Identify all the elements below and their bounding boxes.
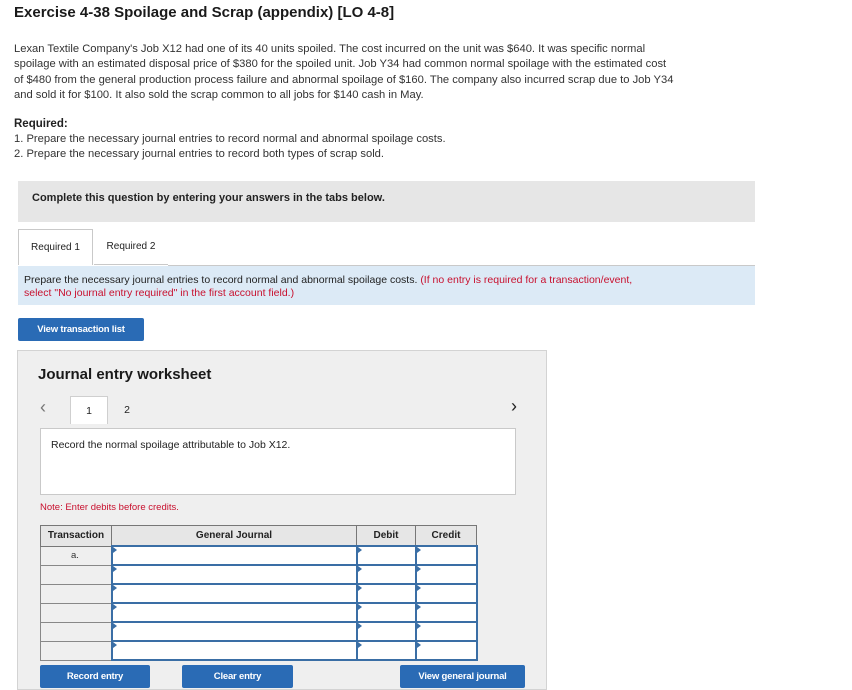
journal-entry-table: [40, 525, 478, 661]
problem-line: and sold it for $100. It also sold the scrap common to all jobs for $140 cash in May.: [14, 88, 424, 101]
column-header-credit: Credit: [416, 526, 477, 547]
problem-line: of $480 from the general production process failure and abnormal spoilage of $160. The company also incurred scrap due to Job Y34: [14, 73, 674, 86]
instruction-note-1: (If no entry is required for a transaction/event,: [420, 274, 633, 286]
transaction-cell: [41, 622, 112, 641]
credit-input[interactable]: [416, 546, 477, 565]
column-header-transaction: Transaction: [41, 526, 112, 547]
worksheet-title: Journal entry worksheet: [38, 366, 212, 383]
debit-input[interactable]: [357, 641, 416, 660]
banner-text: Complete this question by entering your answers in the tabs below.: [32, 192, 385, 204]
instruction-text: Prepare the necessary journal entries to record normal and abnormal spoilage costs.: [24, 274, 418, 286]
entry-description: Record the normal spoilage attributable to Job X12.: [40, 428, 516, 495]
instruction-note-2: select "No journal entry required" in the first account field.): [24, 286, 295, 299]
tab-instruction: [18, 266, 755, 305]
transaction-cell: [41, 584, 112, 603]
column-header-general-journal: General Journal: [112, 526, 357, 547]
chevron-left-icon[interactable]: ‹: [40, 397, 46, 417]
account-input[interactable]: [112, 546, 357, 565]
table-row: [41, 622, 477, 641]
entry-note: Note: Enter debits before credits.: [40, 502, 179, 513]
view-transaction-list-button[interactable]: View transaction list: [18, 318, 144, 341]
table-row: [41, 546, 477, 565]
problem-line: spoilage with an estimated disposal price of $380 for the spoiled unit. Job Y34 had common normal spoilage with the estimated cost: [14, 58, 667, 71]
credit-input[interactable]: [416, 584, 477, 603]
debit-input[interactable]: [357, 546, 416, 565]
debit-input[interactable]: [357, 584, 416, 603]
required-item-1: 1. Prepare the necessary journal entries to record normal and abnormal spoilage costs.: [14, 133, 446, 145]
account-input[interactable]: [112, 622, 357, 641]
worksheet-page-1[interactable]: 1: [70, 396, 108, 424]
credit-input[interactable]: [416, 641, 477, 660]
credit-input[interactable]: [416, 603, 477, 622]
required-heading: Required:: [14, 118, 68, 130]
account-input[interactable]: [112, 565, 357, 584]
view-general-journal-button[interactable]: View general journal: [400, 665, 525, 688]
account-input[interactable]: [112, 584, 357, 603]
account-input[interactable]: [112, 641, 357, 660]
table-row: [41, 603, 477, 622]
clear-entry-button[interactable]: Clear entry: [182, 665, 293, 688]
transaction-cell: [41, 603, 112, 622]
credit-input[interactable]: [416, 622, 477, 641]
problem-line: Lexan Textile Company's Job X12 had one of its 40 units spoiled. The cost incurred on the unit was $640. It was specific normal: [14, 43, 646, 55]
table-row: [41, 584, 477, 603]
table-row: [41, 641, 477, 660]
instructions-banner: [18, 181, 755, 222]
tab-required-1[interactable]: Required 1: [18, 229, 93, 265]
transaction-cell: [41, 565, 112, 584]
debit-input[interactable]: [357, 603, 416, 622]
problem-statement: [14, 42, 774, 103]
chevron-right-icon[interactable]: ›: [511, 396, 517, 416]
worksheet-page-2[interactable]: 2: [124, 404, 130, 416]
debit-input[interactable]: [357, 565, 416, 584]
required-item-2: 2. Prepare the necessary journal entries to record both types of scrap sold.: [14, 148, 385, 160]
transaction-cell: a.: [41, 546, 112, 565]
credit-input[interactable]: [416, 565, 477, 584]
page-title: Exercise 4-38 Spoilage and Scrap (appendix) [LO 4-8]: [14, 4, 395, 21]
account-input[interactable]: [112, 603, 357, 622]
column-header-debit: Debit: [357, 526, 416, 547]
transaction-cell: [41, 641, 112, 660]
tab-required-2[interactable]: Required 2: [94, 229, 168, 265]
debit-input[interactable]: [357, 622, 416, 641]
table-row: [41, 565, 477, 584]
record-entry-button[interactable]: Record entry: [40, 665, 150, 688]
